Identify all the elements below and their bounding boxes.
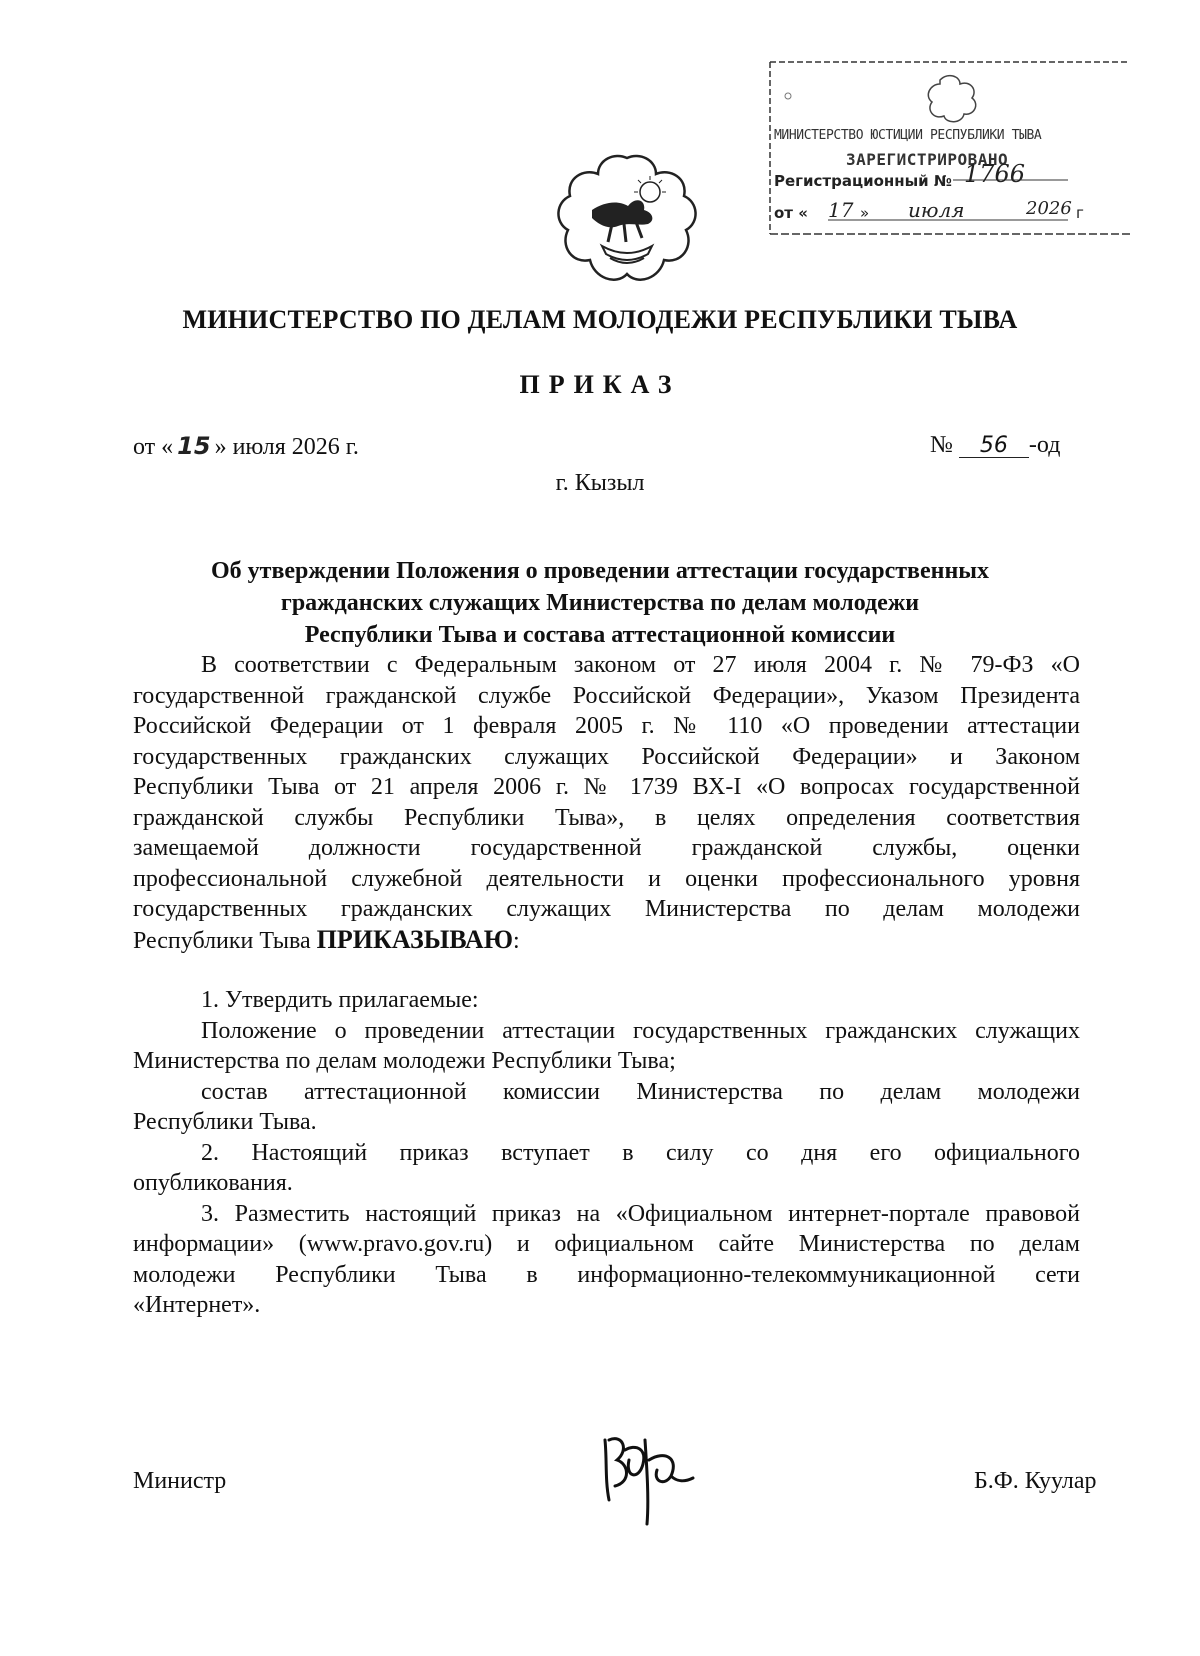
- preamble-line: замещаемой должности государственной гражданской службы, оценки: [133, 835, 1080, 861]
- item-2-line: опубликования.: [133, 1170, 293, 1196]
- order-title: [130, 555, 1070, 651]
- ministry-heading: МИНИСТЕРСТВО ПО ДЕЛАМ МОЛОДЕЖИ РЕСПУБЛИКИ ТЫВА: [182, 305, 1018, 334]
- order-command-colon: :: [512, 927, 520, 954]
- signatory-name: Б.Ф. Куулар: [974, 1468, 1097, 1494]
- preamble-line: В соответствии с Федеральным законом от 27 июля 2004 г. № 79-ФЗ «О: [201, 652, 1080, 678]
- order-date: [133, 432, 359, 461]
- title-line: Республики Тыва и состава аттестационной комиссии: [304, 622, 896, 648]
- stamp-date-suffix: г: [1076, 204, 1084, 222]
- item-2-line: 2. Настоящий приказ вступает в силу со дня его официального: [201, 1139, 1080, 1166]
- title-line: Об утверждении Положения о проведении аттестации государственных: [210, 558, 990, 584]
- item-1a-line: Положение о проведении аттестации государственных гражданских служащих: [201, 1017, 1080, 1044]
- order-city: г. Кызыл: [555, 470, 645, 496]
- item-1b-line: Республики Тыва.: [133, 1109, 317, 1135]
- title-line: гражданских служащих Министерства по делам молодежи: [280, 590, 920, 616]
- item-3-line: молодежи Республики Тыва в информационно-телекоммуникационной сети: [133, 1261, 1080, 1288]
- stamp-date-year: 2026: [1026, 198, 1072, 219]
- signatory-title: Министр: [133, 1468, 227, 1494]
- preamble-line: Российской Федерации от 1 февраля 2005 г. № 110 «О проведении аттестации: [133, 713, 1080, 739]
- preamble-line: государственных гражданских служащих Российской Федерации» и Законом: [133, 743, 1080, 770]
- stamp-date-mid: »: [860, 204, 870, 222]
- preamble-line: Республики Тыва от 21 апреля 2006 г. № 1739 ВХ-I «О вопросах государственной: [133, 774, 1080, 800]
- item-1a-line: Министерства по делам молодежи Республики Тыва;: [133, 1048, 676, 1074]
- item-3-line: информации» (www.pravo.gov.ru) и официальном сайте Министерства по делам: [133, 1231, 1080, 1257]
- order-number-suffix: -од: [1028, 432, 1061, 458]
- order-number: [930, 432, 1060, 459]
- preamble-line: государственных гражданских служащих Министерства по делам молодежи: [133, 896, 1080, 922]
- stamp-date-day: 17: [828, 198, 854, 222]
- handwritten-signature: [595, 1420, 705, 1530]
- registration-stamp: [768, 60, 1140, 250]
- order-items: [133, 985, 1080, 1321]
- order-date-rest: » июля 2026 г.: [214, 434, 359, 460]
- order-number-value: 56: [959, 435, 1029, 458]
- item-1: 1. Утвердить прилагаемые:: [201, 987, 479, 1013]
- item-3-line: 3. Разместить настоящий приказ на «Официальном интернет-портале правовой: [201, 1200, 1080, 1227]
- document-type-heading: ПРИКАЗ: [519, 370, 681, 399]
- stamp-org: МИНИСТЕРСТВО ЮСТИЦИИ РЕСПУБЛИКИ ТЫВА: [774, 128, 1042, 143]
- preamble-last-line: [133, 925, 1080, 956]
- preamble-paragraph: [133, 650, 1080, 955]
- item-1b-line: состав аттестационной комиссии Министерства по делам молодежи: [201, 1078, 1080, 1105]
- stamp-reg-label: Регистрационный №: [774, 172, 952, 190]
- order-date-day: 15: [177, 432, 211, 460]
- preamble-line: профессиональной служебной деятельности и оценки профессионального уровня: [133, 865, 1080, 892]
- stamp-date-month: июля: [908, 198, 965, 222]
- preamble-line: гражданской службы Республики Тыва», в целях определения соответствия: [133, 804, 1080, 831]
- order-number-prefix: №: [930, 432, 953, 458]
- stamp-status: ЗАРЕГИСТРИРОВАНО: [846, 150, 1009, 169]
- order-date-prefix: от «: [133, 434, 174, 460]
- order-command: ПРИКАЗЫВАЮ: [316, 924, 513, 954]
- stamp-date-prefix: от «: [774, 204, 808, 222]
- coat-of-arms-emblem: [552, 150, 702, 290]
- preamble-last-text: Республики Тыва: [133, 927, 317, 954]
- item-3-line: «Интернет».: [133, 1292, 261, 1318]
- preamble-line: государственной гражданской службе Российской Федерации», Указом Президента: [133, 682, 1080, 709]
- stamp-reg-number: 1766: [964, 160, 1026, 188]
